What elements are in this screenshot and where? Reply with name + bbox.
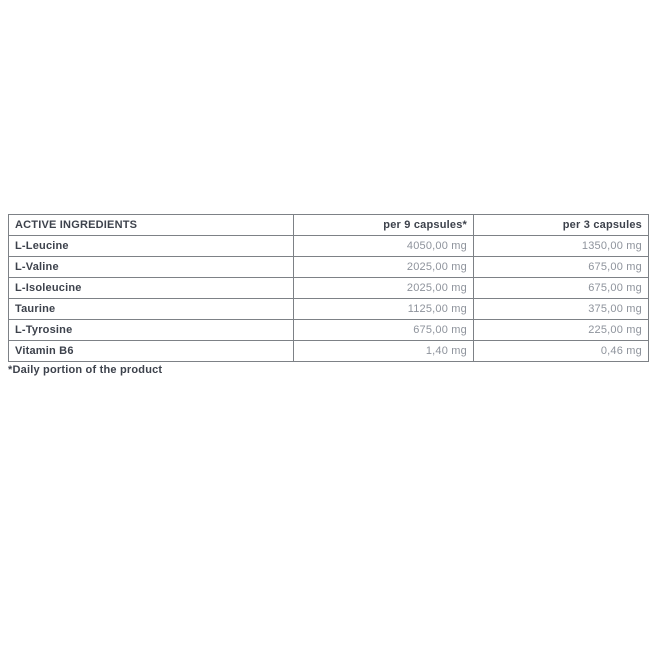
per-9-capsules-value: 1,40 mg <box>294 341 474 362</box>
table-row <box>9 278 649 299</box>
per-3-capsules-value: 0,46 mg <box>474 341 649 362</box>
ingredient-name: Taurine <box>9 299 294 320</box>
per-3-capsules-value: 1350,00 mg <box>474 236 649 257</box>
table-header-row <box>9 215 649 236</box>
ingredient-name: L-Valine <box>9 257 294 278</box>
per-9-capsules-value: 2025,00 mg <box>294 278 474 299</box>
footnote: *Daily portion of the product <box>8 364 163 376</box>
table-row <box>9 299 649 320</box>
per-3-capsules-value: 375,00 mg <box>474 299 649 320</box>
table-row <box>9 236 649 257</box>
per-9-capsules-value: 2025,00 mg <box>294 257 474 278</box>
ingredient-name: L-Isoleucine <box>9 278 294 299</box>
per-9-capsules-value: 4050,00 mg <box>294 236 474 257</box>
ingredients-table <box>8 214 649 362</box>
per-3-capsules-value: 225,00 mg <box>474 320 649 341</box>
per-3-capsules-value: 675,00 mg <box>474 278 649 299</box>
table-row <box>9 341 649 362</box>
column-header-per-9-capsules: per 9 capsules* <box>294 215 474 236</box>
ingredient-name: L-Tyrosine <box>9 320 294 341</box>
table-row <box>9 320 649 341</box>
column-header-per-3-capsules: per 3 capsules <box>474 215 649 236</box>
per-9-capsules-value: 675,00 mg <box>294 320 474 341</box>
ingredient-name: L-Leucine <box>9 236 294 257</box>
per-9-capsules-value: 1125,00 mg <box>294 299 474 320</box>
ingredient-name: Vitamin B6 <box>9 341 294 362</box>
per-3-capsules-value: 675,00 mg <box>474 257 649 278</box>
column-header-active-ingredients: ACTIVE INGREDIENTS <box>9 215 294 236</box>
table-row <box>9 257 649 278</box>
